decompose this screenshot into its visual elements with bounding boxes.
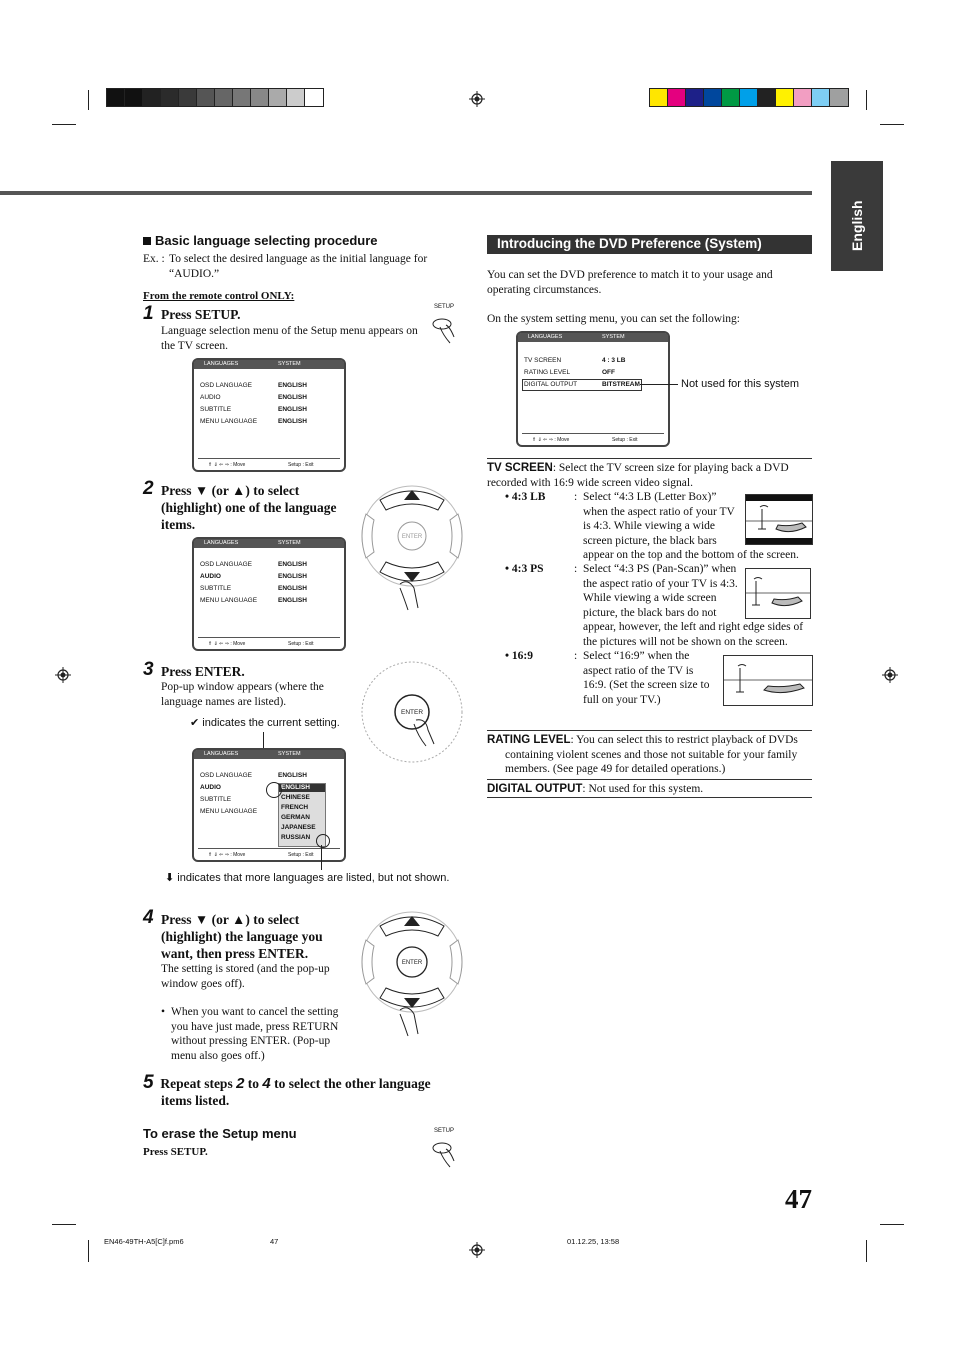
color-swatch [685,88,705,107]
divider [487,797,812,798]
option-name: • 4:3 LB [505,491,546,503]
svg-text:ENTER: ENTER [401,534,423,540]
setup-button-label: SETUP [434,1128,455,1134]
step-number: 2 [143,478,154,499]
setup-menu-screen: LANGUAGES SYSTEM OSD LANGUAGE ENGLISH AUDIO ENGLISH SUBTITLE ENGLISH MENU LANGUAGE ENGLISH ⇑ ⇓ ⇐ ⇒ : Move Setup : Exit [192,537,346,651]
gray-swatch [232,88,252,107]
widescreen-illustration [723,655,813,706]
step-bullet: • When you want to cancel the setting you have just made, press RETURN without pressing ENTER. (Pop-up menu also goes off.) [161,1006,339,1062]
crop-mark [880,124,904,125]
step-number: 3 [143,659,154,680]
step-5: 5 Repeat steps 2 to 4 to select the other language items listed. [143,1072,431,1108]
step-number: 4 [143,907,154,928]
crop-mark [866,90,867,110]
language-tab-label: English [849,200,865,251]
language-popup: ENGLISH CHINESE FRENCH GERMAN JAPANESE RUSSIAN [278,783,326,847]
gray-swatch [124,88,144,107]
intro-text-2: On the system setting menu, you can set the following: [487,313,740,325]
example-block: Ex. : To select the desired language as the initial language for “AUDIO.” [143,253,428,280]
remote-dpad-icon [360,484,464,614]
remote-dpad-enter-icon [360,910,464,1040]
color-swatch [739,88,759,107]
gray-swatch [214,88,234,107]
footer-file: EN46-49TH-A5[C]f.pm6 [104,1237,184,1246]
erase-heading: To erase the Setup menu [143,1126,297,1141]
option-desc: Select “16:9” when the aspect ratio of the TV is 16:9. (Set the screen size to full on your TV.) [583,650,710,706]
more-note: ⬇ indicates that more languages are listed, but not shown. [165,872,450,884]
setup-menu-screen-popup: LANGUAGES SYSTEM OSD LANGUAGE ENGLISH AUDIO SUBTITLE MENU LANGUAGE ENGLISH CHINESE FRENCH GERMAN JAPANESE RUSSIAN ⇑ ⇓ ⇐ ⇒ : Move Setup : Exit [192,748,346,862]
registration-mark-icon [469,1242,485,1258]
option-name: • 4:3 PS [505,563,544,575]
step-desc: Language selection menu of the Setup menu appears on the TV screen. [161,325,418,352]
gray-swatch [250,88,270,107]
crop-mark [88,90,89,110]
footer-page: 47 [270,1237,279,1246]
check-highlight-circle [266,782,282,798]
step-title: Press ▼ (or ▲) to select (highlight) one of the language items. [161,483,337,532]
svg-text:ENTER: ENTER [400,709,424,716]
section-heading: Basic language selecting procedure [143,233,378,248]
gray-swatch [178,88,198,107]
step-desc: Pop-up window appears (where the language names are listed). [161,681,324,708]
step-title: Press SETUP. [161,307,241,322]
gray-swatch [304,88,324,107]
registration-mark-icon [469,91,485,107]
check-note: ✔ indicates the current setting. [190,717,340,729]
option-name: • 16:9 [505,650,533,662]
color-swatch [667,88,687,107]
hand-press-icon [430,1137,462,1169]
crop-mark [88,1240,89,1262]
gray-swatch [196,88,216,107]
digital-output-block: DIGITAL OUTPUT: Not used for this system. [487,783,704,795]
more-arrow-icon: ⬇ [165,872,175,884]
step-desc: The setting is stored (and the pop-up window goes off). [161,963,330,990]
tv-screen-block: TV SCREEN: Select the TV screen size for playing back a DVD recorded with 16:9 wide screen video signal. [487,462,789,489]
crop-mark [866,1240,867,1262]
step-title: Press ENTER. [161,664,245,679]
gray-swatch [268,88,288,107]
gray-swatch [160,88,180,107]
not-used-label: Not used for this system [681,378,799,390]
crop-mark [52,1224,76,1225]
step-title: Press ▼ (or ▲) to select (highlight) the language you want, then press ENTER. [161,912,323,961]
callout-line [640,384,678,385]
divider [487,458,812,459]
option-desc: Select “4:3 PS (Pan-Scan)” when the aspect ratio of your TV is 4:3. While viewing a wide screen picture, the black bars do not appear, however, the left and right edge sides of the pictures will not be shown on the screen. [583,563,804,648]
color-swatch [775,88,795,107]
remote-enter-icon [360,660,464,764]
color-swatch [757,88,777,107]
footer-date: 01.12.25, 13:58 [567,1237,620,1246]
from-remote-label: From the remote control ONLY: [143,290,295,302]
top-rule [0,191,812,195]
gray-swatch [142,88,162,107]
crop-mark [880,1224,904,1225]
language-tab [831,161,883,271]
hand-press-icon [430,313,462,345]
registration-mark-icon [55,667,71,683]
color-swatch [811,88,831,107]
registration-mark-icon [882,667,898,683]
setup-menu-screen: LANGUAGES SYSTEM OSD LANGUAGE ENGLISH AUDIO ENGLISH SUBTITLE ENGLISH MENU LANGUAGE ENGLISH ⇑ ⇓ ⇐ ⇒ : Move Setup : Exit [192,358,346,472]
section-title-bar [487,235,812,254]
callout-line [321,845,322,870]
setup-button-label: SETUP [434,304,455,310]
divider [487,779,812,780]
letterbox-illustration [745,494,813,545]
section-title: Introducing the DVD Preference (System) [497,236,762,251]
system-menu-screen: LANGUAGES SYSTEM TV SCREEN 4 : 3 LB RATING LEVEL OFF DIGITAL OUTPUT BITSTREAM ⇑ ⇓ ⇐ ⇒ : Move Setup : Exit [516,331,670,447]
color-swatch [793,88,813,107]
color-swatch [649,88,669,107]
color-swatch [721,88,741,107]
option-desc: Select “4:3 LB (Letter Box)” when the aspect ratio of your TV is 4:3. While viewing a wide screen picture, the black bars appear on the top and the bottom of the screen. [583,491,799,561]
intro-text: You can set the DVD preference to match it to your usage and operating circumstances. [487,269,773,296]
divider [487,730,812,731]
step-number: 1 [143,303,154,324]
page-number: 47 [785,1184,812,1214]
color-swatch [703,88,723,107]
svg-text:ENTER: ENTER [401,960,423,966]
crop-mark [52,124,76,125]
erase-text: Press SETUP. [143,1146,208,1158]
gray-swatch [106,88,126,107]
rating-level-block: RATING LEVEL: You can select this to restrict playback of DVDs containing violent scenes and those not suitable for your family members. (See page 49 for detailed operations.) [487,734,798,775]
more-indicator-circle [316,834,330,848]
color-swatch [829,88,849,107]
pan-scan-illustration [745,568,811,619]
gray-swatch [286,88,306,107]
